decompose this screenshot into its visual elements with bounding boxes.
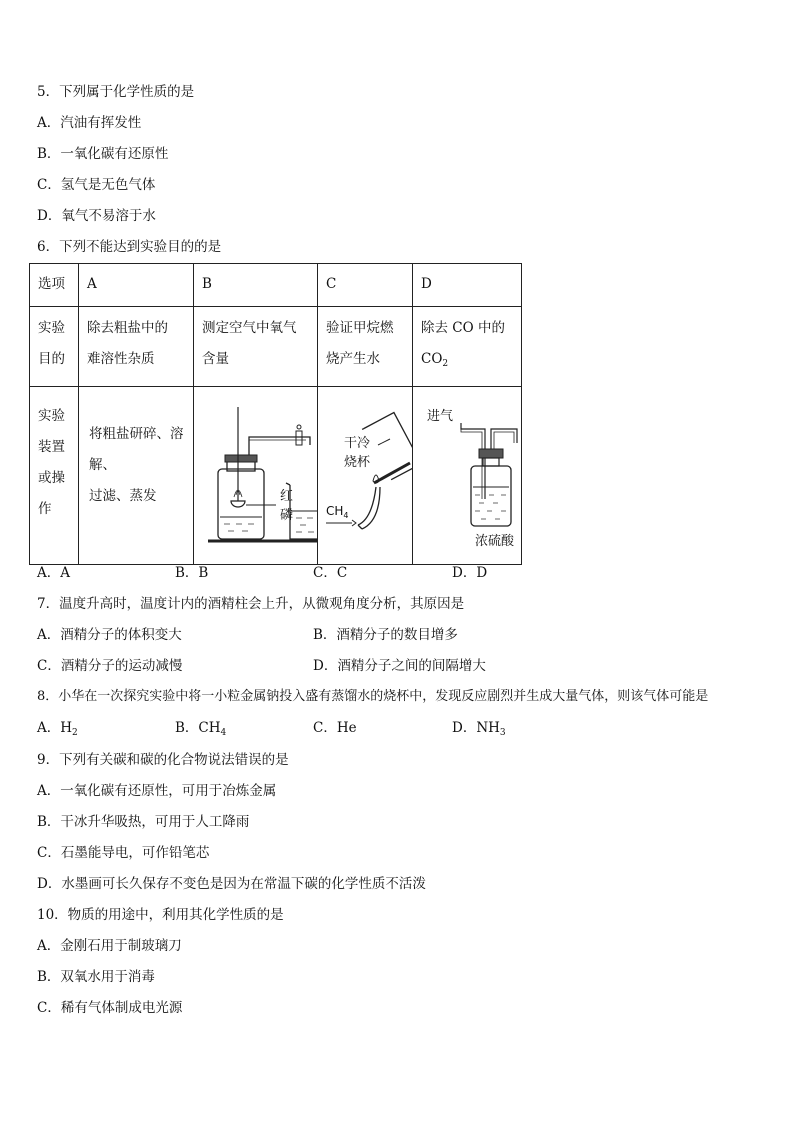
purpose-b-line-2: 含量 xyxy=(202,351,229,367)
table-head-option: 选项 xyxy=(30,264,79,307)
purpose-b-line-1: 测定空气中氧气 xyxy=(202,320,297,336)
q6-stem: 6．下列不能达到实验目的的是 xyxy=(37,239,222,255)
q7-option-d: D．酒精分子之间的间隔增大 xyxy=(313,658,486,674)
setup-label-4: 作 xyxy=(38,501,52,517)
q9-option-c: C．石墨能导电，可作铅笔芯 xyxy=(37,845,210,861)
q7-option-c: C．酒精分子的运动减慢 xyxy=(37,658,183,674)
q6-option-a: A．A xyxy=(37,565,70,581)
q9-stem: 9．下列有关碳和碳的化合物说法错误的是 xyxy=(37,752,289,768)
q10-option-b: B．双氧水用于消毒 xyxy=(37,969,155,985)
q6-option-b: B．B xyxy=(175,565,209,581)
purpose-d-line-1: 除去 CO 中的 xyxy=(421,320,505,336)
table-head-d: D xyxy=(413,264,522,307)
setup-c-cell xyxy=(318,387,413,565)
setup-label-3: 或操 xyxy=(38,470,65,486)
setup-b-cell xyxy=(194,387,318,565)
purpose-label-2: 目的 xyxy=(38,351,65,367)
q6-experiment-table xyxy=(29,263,522,565)
purpose-c-line-1: 验证甲烷燃 xyxy=(326,320,394,336)
q8-stem: 8．小华在一次探究实验中将一小粒金属钠投入盛有蒸馏水的烧杯中，发现反应剧烈并生成大量气体，则该气体可能是 xyxy=(37,689,709,704)
purpose-d-line-2: $CO_2$ xyxy=(421,351,449,369)
setup-d-cell xyxy=(413,387,522,565)
purpose-c-cell xyxy=(318,307,413,387)
q5-option-a: A．汽油有挥发性 xyxy=(37,115,142,131)
methane-formula: $CH_4$ xyxy=(326,504,349,520)
q6-option-d: D．D xyxy=(452,565,488,581)
table-head-a: A xyxy=(79,264,194,307)
setup-label-cell xyxy=(30,387,79,565)
setup-label-1: 实验 xyxy=(38,408,65,424)
purpose-label-1: 实验 xyxy=(38,320,65,336)
q8-option-b: B．$CH_4$ xyxy=(175,720,227,738)
red-phosphorus-oxygen-apparatus xyxy=(194,387,317,564)
q5-option-b: B．一氧化碳有还原性 xyxy=(37,146,169,162)
purpose-label-cell xyxy=(30,307,79,387)
purpose-a-line-1: 除去粗盐中的 xyxy=(87,320,168,336)
setup-a-line-3: 过滤、蒸发 xyxy=(89,488,157,504)
table-head-b: B xyxy=(194,264,318,307)
q5-stem: 5．下列属于化学性质的是 xyxy=(37,84,195,100)
setup-a-line-1: 将粗盐研碎、溶 xyxy=(89,426,184,442)
purpose-d-cell xyxy=(413,307,522,387)
q10-option-a: A．金刚石用于制玻璃刀 xyxy=(37,938,182,954)
q5-option-d: D．氧气不易溶于水 xyxy=(37,208,156,224)
q5-option-c: C．氢气是无色气体 xyxy=(37,177,156,193)
purpose-c-line-2: 烧产生水 xyxy=(326,351,380,367)
q10-stem: 10．物质的用途中，利用其化学性质的是 xyxy=(37,907,284,923)
q8-option-c: C．He xyxy=(313,720,357,736)
red-phosphorus-label-1: 红 xyxy=(280,489,294,504)
purpose-a-cell xyxy=(79,307,194,387)
q9-option-b: B．干冰升华吸热，可用于人工降雨 xyxy=(37,814,250,830)
conc-sulfuric-acid-label: 浓硫酸 xyxy=(475,534,515,549)
dry-cold-label: 干冷 xyxy=(344,436,371,451)
q9-option-d: D．水墨画可长久保存不变色是因为在常温下碳的化学性质不活泼 xyxy=(37,876,426,892)
gas-inlet-label: 进气 xyxy=(427,409,454,424)
q7-stem: 7．温度升高时，温度计内的酒精柱会上升，从微观角度分析，其原因是 xyxy=(37,596,465,612)
q8-option-a: A．$H_2$ xyxy=(37,720,78,738)
q9-option-a: A．一氧化碳有还原性，可用于冶炼金属 xyxy=(37,783,277,799)
red-phosphorus-label-2: 磷 xyxy=(280,508,294,523)
setup-a-cell xyxy=(79,387,194,565)
q7-option-a: A．酒精分子的体积变大 xyxy=(37,627,182,643)
purpose-b-cell xyxy=(194,307,318,387)
q6-option-c: C．C xyxy=(313,565,348,581)
methane-combustion-apparatus xyxy=(318,387,412,564)
table-head-c: C xyxy=(318,264,413,307)
q8-option-d: D．$NH_3$ xyxy=(452,720,506,738)
purpose-a-line-2: 难溶性杂质 xyxy=(87,351,155,367)
q7-option-b: B．酒精分子的数目增多 xyxy=(313,627,458,643)
setup-label-2: 装置 xyxy=(38,439,65,455)
beaker-label: 烧杯 xyxy=(344,455,371,470)
gas-washing-bottle xyxy=(413,387,521,564)
setup-a-line-2: 解、 xyxy=(89,457,116,473)
q10-option-c: C．稀有气体制成电光源 xyxy=(37,1000,183,1016)
